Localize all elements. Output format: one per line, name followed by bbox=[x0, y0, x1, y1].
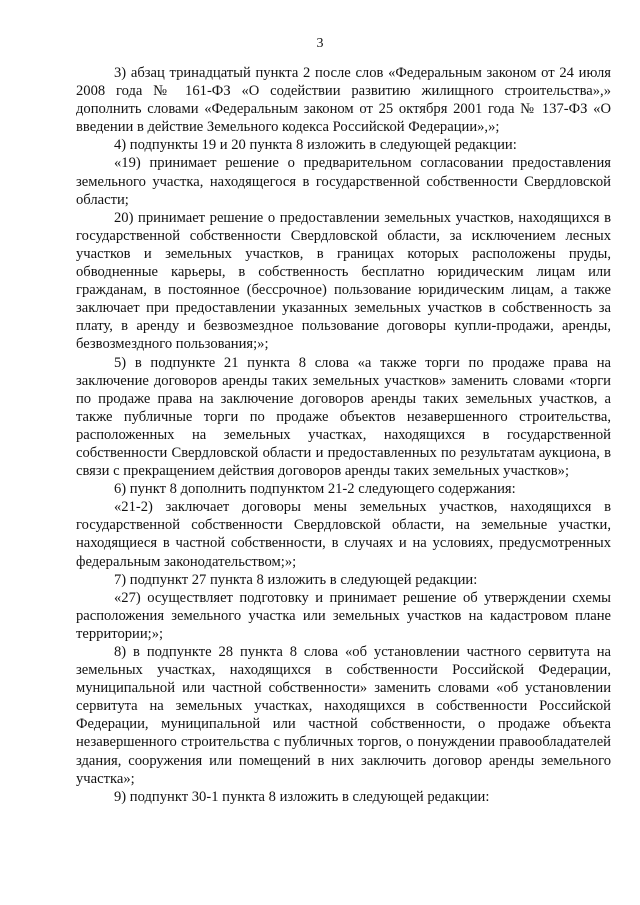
paragraph-subclause-27: «27) осуществляет подготовку и принимает решение об утверждении схемы расположения земельного участка или земельных участков на кадастровом плане территории;»; bbox=[76, 589, 611, 642]
paragraph-4-intro: 4) подпункты 19 и 20 пункта 8 изложить в следующей редакции: bbox=[114, 137, 517, 154]
paragraph-5-subclause-21: 5) в подпункте 21 пункта 8 слова «а также торги по продаже права на заключение договоров аренды таких земельных участков» заменить словами «торги по продаже права на заключение договоров аренды таких земельных участков, а также публичные торги по продаже объектов незавершенного строительства, расположенных на земельных участках, находящихся в государственной собственности Свердловской области и предоставленных по результатам аукциона, в связи с прекращением действия договоров аренды таких земельных участков»; bbox=[76, 354, 611, 480]
paragraph-6-intro: 6) пункт 8 дополнить подпунктом 21-2 следующего содержания: bbox=[114, 481, 516, 498]
paragraph-9-intro: 9) подпункт 30-1 пункта 8 изложить в следующей редакции: bbox=[114, 788, 490, 805]
paragraph-8-subclause-28: 8) в подпункте 28 пункта 8 слова «об установлении частного сервитута на земельных участках, находящихся в собственности Российской Федерации, муниципальной или частной собственности» заменить словами «об установлении сервитута на земельных участках, находящихся в собственности Российской Федерации, муниципальной или частной собственности, о продаже объекта незавершенного строительства с публичных торгов, о понуждении правообладателей здания, сооружения или помещений в них заключить договор аренды земельного участка»; bbox=[76, 644, 611, 787]
document-body bbox=[76, 64, 611, 806]
paragraph-subclause-20: 20) принимает решение о предоставлении земельных участков, находящихся в государственной собственности Свердловской области, за исключением лесных участков и земельных участков, в границах которых расположены пруды, обводненные карьеры, в собственность бесплатно юридическим лицам или гражданам, в постоянное (бессрочное) пользование юридическим лицам, а также заключает при предоставлении указанных земельных участков в собственность за плату, в аренду и безвозмездное пользование договоры купли-продажи, аренды, безвозмездного пользования;»; bbox=[76, 209, 611, 353]
paragraph-subclause-21-2: «21-2) заключает договоры мены земельных участков, находящихся в государственной собственности Свердловской области, на земельные участки, находящиеся в частной собственности, в случаях и на условиях, предусмотренных федеральным законодательством;»; bbox=[76, 499, 611, 570]
paragraph-7-intro: 7) подпункт 27 пункта 8 изложить в следующей редакции: bbox=[114, 571, 478, 588]
paragraph-3-amend-clause-2: 3) абзац тринадцатый пункта 2 после слов «Федеральным законом от 24 июля 2008 года № 161-ФЗ «О содействии развитию жилищного строительства»,» дополнить словами «Федеральным законом от 25 октября 2001 года № 137-ФЗ «О введении в действие Земельного кодекса Российской Федерации»,»; bbox=[76, 65, 611, 136]
paragraph-subclause-19: «19) принимает решение о предварительном согласовании предоставления земельного участка, находящегося в государственной собственности Свердловской области; bbox=[76, 155, 611, 208]
page-number: 3 bbox=[316, 36, 324, 51]
